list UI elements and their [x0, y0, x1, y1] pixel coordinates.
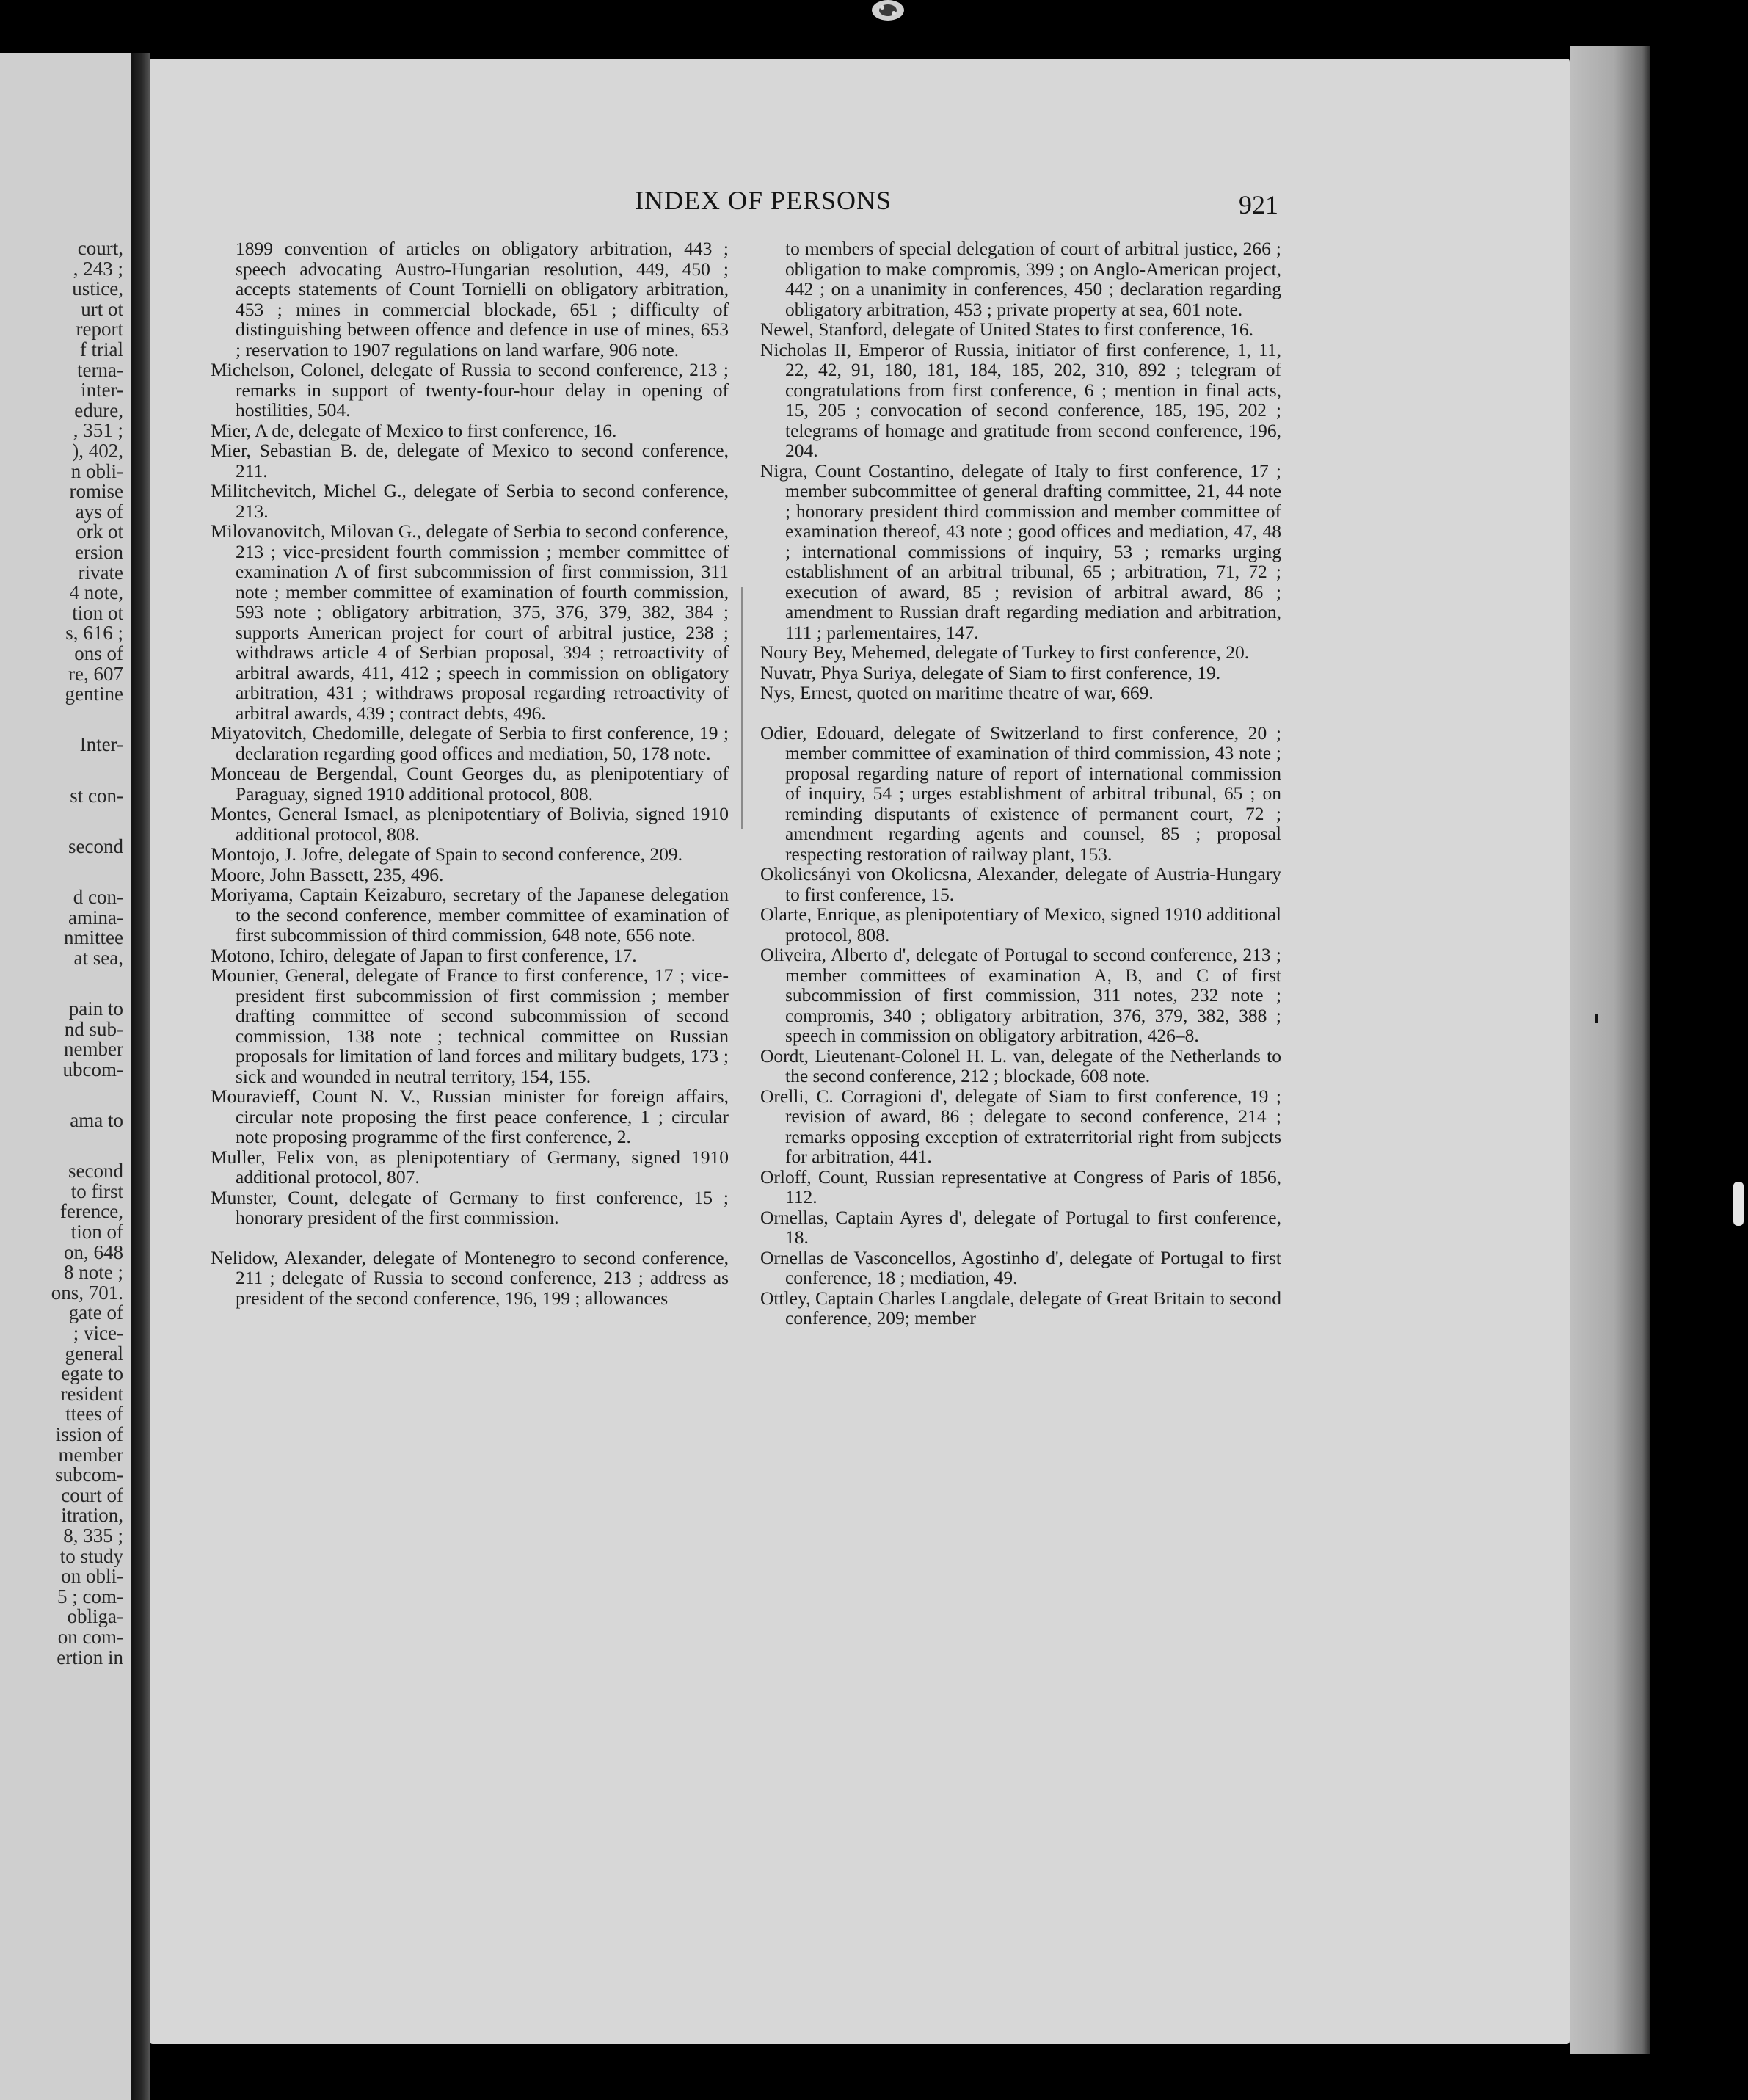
index-entry: Munster, Count, delegate of Germany to first conference, 15 ; honorary president of the first commission. — [211, 1186, 729, 1228]
previous-page-fragment: tion of — [70, 1221, 123, 1243]
index-entry: Moriyama, Captain Keizaburo, secretary of the Japanese delegation to the second conference, member committee of examination of first subcommission of third commission, 648 note, 656 note. — [211, 884, 729, 945]
previous-page-fragment: subcom- — [55, 1464, 123, 1486]
previous-page-fragment: st con- — [70, 784, 123, 807]
index-entry: Nelidow, Alexander, delegate of Montenegro to second conference, 211 ; delegate of Russia to second conference, 213 ; address as president of the second conference, 196, 199 ; allowances — [211, 1246, 729, 1309]
index-column-left — [211, 239, 729, 1308]
index-column-right — [760, 239, 1281, 1329]
previous-page-fragment: n obli- — [70, 459, 123, 482]
index-entry: Nys, Ernest, quoted on maritime theatre of war, 669. — [760, 682, 1154, 703]
previous-page-fragment: general — [65, 1342, 123, 1365]
previous-page-fragment: resident — [60, 1382, 123, 1405]
previous-page-fragment: ama to — [70, 1109, 123, 1131]
index-entry: Moore, John Bassett, 235, 496. — [211, 863, 444, 885]
index-entry: Mouravieff, Count N. V., Russian minister for foreign affairs, circular note proposing the first peace conference, 1 ; circular note proposing programme of the first conference, 2. — [211, 1086, 729, 1147]
previous-page-fragment: 8 note ; — [64, 1261, 123, 1284]
index-entry: Michelson, Colonel, delegate of Russia to second conference, 213 ; remarks in support of twenty-four-hour delay in opening of hostilities, 504. — [211, 359, 729, 421]
previous-page-fragment: ays of — [75, 500, 123, 523]
index-entry: Militchevitch, Michel G., delegate of Serbia to second conference, 213. — [211, 480, 729, 522]
previous-page-fragment: ission of — [55, 1423, 123, 1445]
index-entry: Newel, Stanford, delegate of United States to first conference, 16. — [760, 319, 1253, 340]
previous-page-fragment: itration, — [61, 1504, 123, 1527]
index-entry: Mier, A de, delegate of Mexico to first conference, 16. — [211, 419, 617, 441]
index-entry: Monceau de Bergendal, Count Georges du, as plenipotentiary of Paraguay, signed 1910 additional protocol, 808. — [211, 763, 729, 804]
index-entry: Miyatovitch, Chedomille, delegate of Serbia to first conference, 19 ; declaration regarding good offices and mediation, 50, 178 note. — [211, 722, 729, 764]
previous-page-fragment: gate of — [68, 1301, 123, 1324]
index-entry: Mier, Sebastian B. de, delegate of Mexico to second conference, 211. — [211, 440, 729, 482]
previous-page-fragment: d con- — [73, 886, 123, 908]
previous-page-fragment: romise — [69, 480, 123, 503]
index-entry: Muller, Felix von, as plenipotentiary of Germany, signed 1910 additional protocol, 807. — [211, 1146, 729, 1188]
previous-page-fragment: court of — [61, 1483, 123, 1506]
previous-page-fragment: 5 ; com- — [57, 1585, 123, 1607]
previous-page-fragment: egate to — [61, 1362, 123, 1385]
previous-page-fragment: ons of — [74, 642, 123, 664]
index-entry: Okolicsányi von Okolicsna, Alexander, delegate of Austria-Hungary to first conference, 15. — [760, 863, 1281, 905]
previous-page-fragment: ons, 701. — [51, 1281, 123, 1304]
previous-page-fragment: f trial — [79, 338, 123, 360]
index-entry: Mounier, General, delegate of France to first conference, 17 ; vice-president first subcommission of first commission ; member drafting committee of second subcommission of second commission, 138 note ; technical committee on Russian proposals for limitation of land forces and military budgets, 173 ; sick and wounded in neutral territory, 154, 155. — [211, 964, 729, 1087]
previous-page-fragment: nd sub- — [64, 1017, 123, 1040]
page-edge-shadow — [1570, 46, 1650, 2054]
previous-page-fragment: second — [68, 1160, 123, 1182]
page-number: 921 — [1239, 190, 1278, 219]
index-entry: Ornellas de Vasconcellos, Agostinho d', delegate of Portugal to first conference, 18 ; mediation, 49. — [760, 1246, 1281, 1288]
index-entry: 1899 convention of articles on obligatory arbitration, 443 ; speech advocating Austro-Hungarian resolution, 449, 450 ; accepts statements of Count Tornielli on obligatory arbitration, 453 ; mines in commercial blockade, 651 ; difficulty of distinguishing between offence and defence in use of mines, 653 ; reservation to 1907 regulations on land warfare, 906 note. — [236, 238, 729, 360]
index-entry: Orloff, Count, Russian representative at Congress of Paris of 1856, 112. — [760, 1166, 1281, 1207]
previous-page-fragment: rivate — [78, 561, 123, 584]
column-margin-mark — [741, 587, 743, 829]
previous-page-fragment: , 243 ; — [73, 257, 123, 280]
previous-page-fragment: at sea, — [73, 946, 123, 969]
previous-page-fragment: ), 402, — [72, 440, 123, 462]
index-entry: to members of special delegation of court of arbitral justice, 266 ; obligation to make compromis, 399 ; on Anglo-American project, 442 ; on a unanimity in conferences, 450 ; declaration regarding obligatory arbitration, 453 ; private property at sea, 601 note. — [785, 238, 1281, 320]
previous-page-fragment: amina- — [68, 906, 123, 929]
index-entry: Noury Bey, Mehemed, delegate of Turkey to first conference, 20. — [760, 642, 1250, 663]
previous-page-fragment: ttees of — [65, 1403, 123, 1425]
previous-page-fragment: second — [68, 835, 123, 857]
previous-page-fragment: ersion — [75, 541, 123, 563]
previous-page-fragment: ustice, — [72, 277, 123, 300]
index-entry: Odier, Edouard, delegate of Switzerland to first conference, 20 ; member committee of examination of third commission, 43 note ; proposal regarding nature of report of international commission of inquiry, 54 ; urges establishment of arbitral tribunal, 65 ; on reminding disputants of existence of permanent court, 72 ; amendment regarding agents and counsel, 85 ; proposal respecting restoration of railway plant, 153. — [760, 722, 1281, 865]
index-entry: Ottley, Captain Charles Langdale, delegate of Great Britain to second conference, 209; member — [760, 1287, 1281, 1329]
previous-page-fragment: tion ot — [72, 601, 123, 624]
scan-speck — [1595, 1014, 1598, 1023]
previous-page-fragment: report — [76, 318, 123, 341]
previous-page-fragment: to study — [59, 1544, 123, 1567]
index-entry: Nicholas II, Emperor of Russia, initiator of first conference, 1, 11, 22, 42, 91, 180, 181, 184, 185, 202, 310, 892 ; telegram of congratulations from first conference, 6 ; mention in final acts, 15, 205 ; convocation of second conference, 185, 195, 202 ; telegrams of homage and gratitude from second conference, 196, 204. — [760, 338, 1281, 461]
previous-page-fragment: edure, — [74, 399, 123, 421]
index-entry: Nuvatr, Phya Suriya, delegate of Siam to first conference, 19. — [760, 661, 1221, 683]
index-entry: Ornellas, Captain Ayres d', delegate of Portugal to first conference, 18. — [760, 1206, 1281, 1248]
previous-page-fragment: ference, — [59, 1200, 123, 1223]
book-gutter — [131, 53, 150, 2100]
previous-page-fragment: ork ot — [76, 520, 123, 543]
index-entry: Milovanovitch, Milovan G., delegate of Serbia to second conference, 213 ; vice-president fourth commission ; member committee of examination A of first subcommission of first commission, 311 note ; member committee of examination of fourth commission, 593 note ; obligatory arbitration, 375, 376, 379, 382, 384 ; supports American project for court of arbitral justice, 238 ; withdraws article 4 of Serbian proposal, 394 ; retroactivity of arbitral awards, 411, 412 ; speech in commission on obligatory arbitration, 431 ; withdraws proposal regarding retroactivity of arbitral awards, 439 ; contract debts, 496. — [211, 520, 729, 724]
index-entry: Orelli, C. Corragioni d', delegate of Siam to first conference, 19 ; revision of award, 86 ; delegate to second conference, 214 ; remarks opposing exception of extraterritorial right from subjects for arbitration, 441. — [760, 1085, 1281, 1167]
previous-page-fragment: inter- — [81, 379, 123, 402]
previous-page-fragment: on com- — [57, 1626, 123, 1648]
previous-page-fragment: ; vice- — [73, 1322, 123, 1344]
index-entry: Montojo, J. Jofre, delegate of Spain to second conference, 209. — [211, 843, 682, 865]
previous-page-fragment: on, 648 — [64, 1240, 123, 1263]
previous-page-fragment: to first — [70, 1180, 123, 1202]
previous-page-fragment: Inter- — [79, 733, 123, 756]
previous-page-fragment: gentine — [65, 683, 123, 705]
previous-page-fragment: member — [58, 1443, 123, 1466]
index-entry: Nigra, Count Costantino, delegate of Italy to first conference, 17 ; member subcommittee of general drafting committee, 21, 44 note ; honorary president third commission and member committee of examination thereof, 43 note ; good offices and mediation, 47, 48 ; international commissions of inquiry, 53 ; remarks urging establishment of an arbitral tribunal, 65 ; arbitration, 71, 72 ; execution of award, 85 ; revision of arbitral award, 86 ; amendment to Russian draft regarding mediation and arbitration, 111 ; parlementaires, 147. — [760, 459, 1281, 643]
previous-page-fragment: terna- — [77, 358, 123, 381]
scan-speck — [1733, 1182, 1744, 1226]
previous-page-fragment: 8, 335 ; — [63, 1525, 123, 1547]
library-seal-logo — [864, 0, 911, 29]
previous-page-fragment: ubcom- — [62, 1058, 123, 1080]
previous-page-fragment: on obli- — [61, 1565, 123, 1588]
previous-page-fragment: nember — [64, 1038, 123, 1061]
previous-page-fragment: nmittee — [64, 926, 123, 949]
previous-page-fragment: obliga- — [67, 1605, 123, 1628]
previous-page-fragment: pain to — [68, 998, 123, 1020]
previous-page-sliver — [0, 53, 131, 2100]
previous-page-fragment: , 351 ; — [73, 419, 123, 442]
index-entry: Montes, General Ismael, as plenipotentiary of Bolivia, signed 1910 additional protocol, 808. — [211, 803, 729, 845]
index-entry: Oliveira, Alberto d', delegate of Portugal to second conference, 213 ; member committees of examination A, B, and C of first subcommission of first commission, 311 notes, 232 note ; compromis, 340 ; obligatory arbitration, 376, 379, 382, 388 ; speech in commission on obligatory arbitration, 426–8. — [760, 944, 1281, 1046]
index-entry: Oordt, Lieutenant-Colonel H. L. van, delegate of the Netherlands to the second conference, 212 ; blockade, 608 note. — [760, 1044, 1281, 1086]
index-entry: Motono, Ichiro, delegate of Japan to first conference, 17. — [211, 944, 637, 966]
previous-page-fragment: urt ot — [81, 297, 123, 320]
previous-page-fragment: s, 616 ; — [65, 622, 123, 644]
previous-page-fragment: re, 607 — [68, 662, 123, 685]
previous-page-fragment: 4 note, — [69, 581, 123, 604]
page-title: INDEX OF PERSONS — [634, 186, 892, 215]
index-entry: Olarte, Enrique, as plenipotentiary of Mexico, signed 1910 additional protocol, 808. — [760, 904, 1281, 945]
previous-page-fragment: ertion in — [57, 1646, 123, 1668]
previous-page-fragment: court, — [77, 237, 123, 259]
